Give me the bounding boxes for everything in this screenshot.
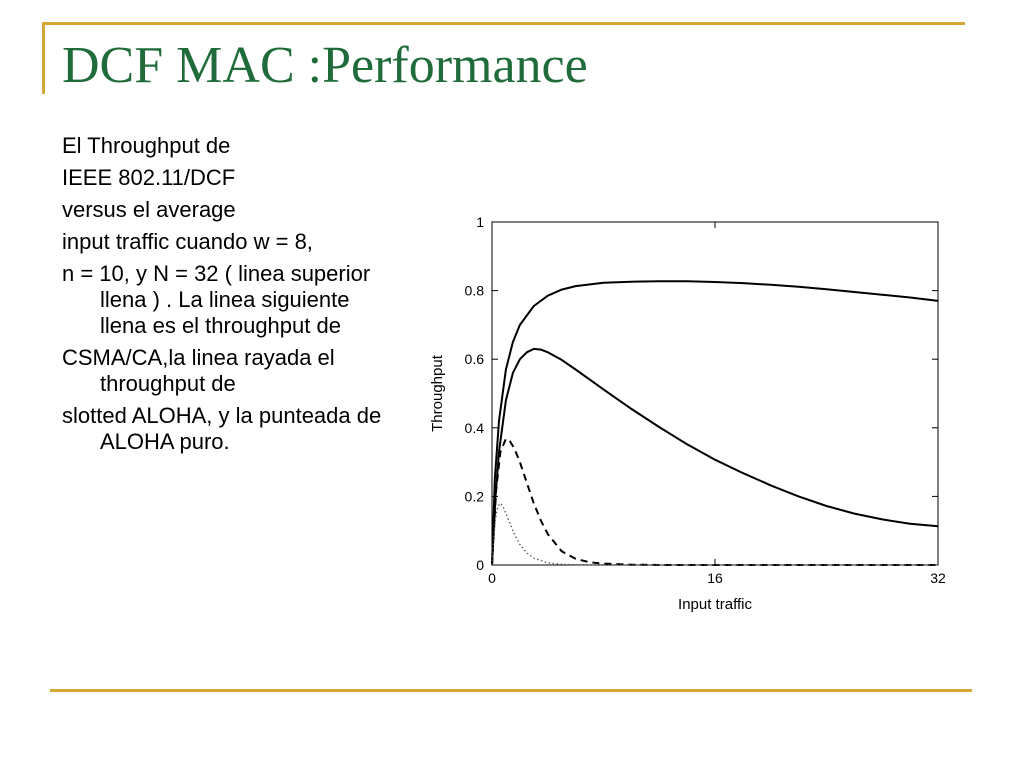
bottom-rule <box>50 689 972 692</box>
top-rule <box>42 22 965 25</box>
y-tick-label: 1 <box>476 214 484 230</box>
x-tick-label: 0 <box>488 570 496 586</box>
body-line: input traffic cuando w = 8, <box>62 229 313 254</box>
body-line: slotted ALOHA, y la punteada de ALOHA puro. <box>62 403 382 454</box>
y-tick-label: 0 <box>476 557 484 573</box>
body-line: IEEE 802.11/DCF <box>62 165 236 190</box>
x-tick-label: 32 <box>930 570 946 586</box>
x-tick-label: 16 <box>707 570 723 586</box>
series-layer <box>492 281 938 565</box>
slide-title: DCF MAC :Performance <box>62 37 588 94</box>
throughput-chart <box>420 200 960 620</box>
y-tick-label: 0.2 <box>464 488 484 505</box>
series-pure-aloha-line <box>492 503 938 565</box>
series-slotted-aloha-line <box>492 439 938 565</box>
series-dcf-line <box>492 281 938 565</box>
series-csma-ca-line <box>492 349 938 565</box>
body-text <box>62 133 397 461</box>
y-tick-label: 0.6 <box>464 351 484 368</box>
y-axis-label: Throughput <box>429 355 446 432</box>
body-line: n = 10, y N = 32 ( linea superior llena ) . La linea siguiente llena es el throughput de <box>62 261 371 338</box>
x-axis-label: Input traffic <box>678 596 752 613</box>
tick-marks <box>465 214 946 586</box>
body-line: versus el average <box>62 197 236 222</box>
left-rule <box>42 22 45 94</box>
body-line: CSMA/CA,la linea rayada el throughput de <box>62 345 335 396</box>
body-line: El Throughput de <box>62 133 231 158</box>
y-tick-label: 0.8 <box>464 282 484 299</box>
plot-frame <box>492 222 938 565</box>
y-tick-label: 0.4 <box>464 419 484 436</box>
